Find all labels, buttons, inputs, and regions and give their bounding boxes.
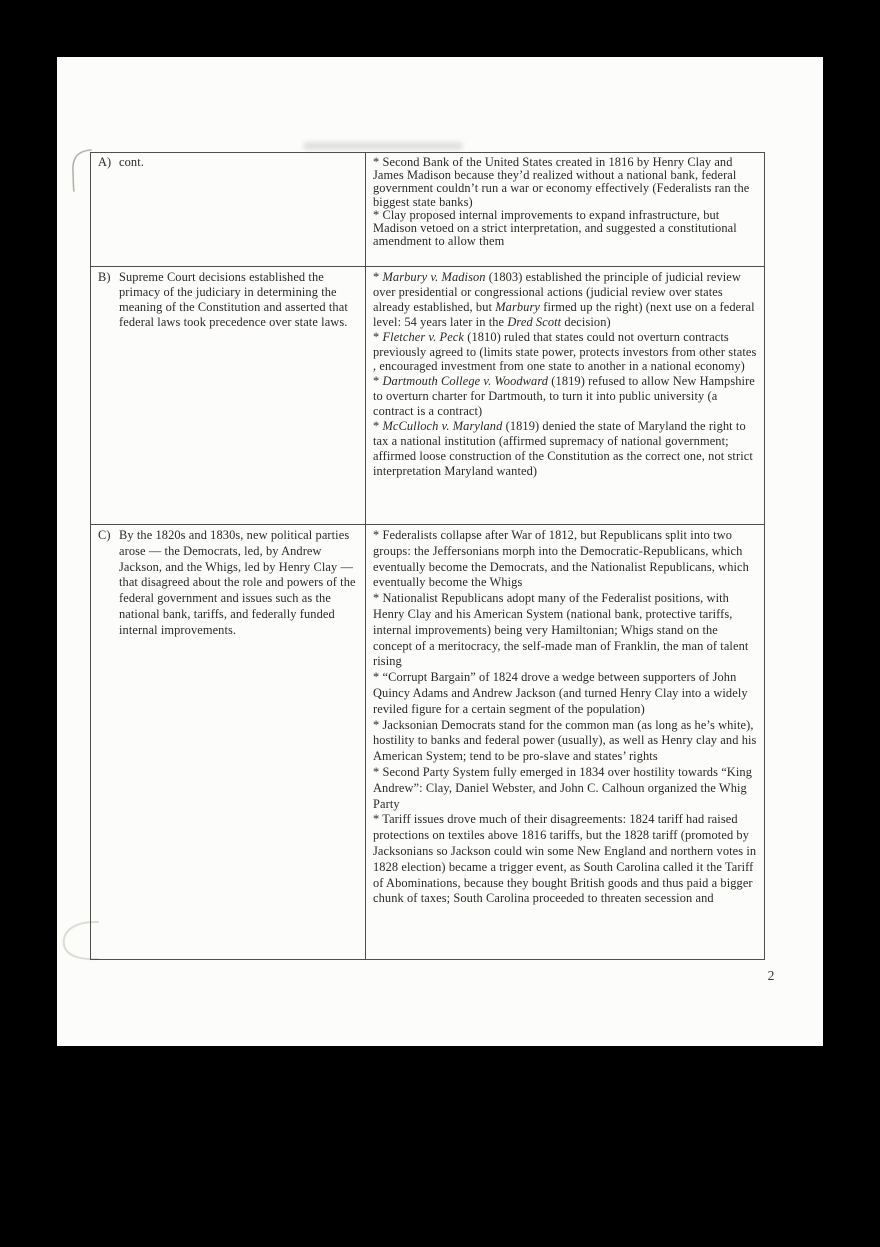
row-label: C) xyxy=(98,528,111,542)
bullet-item: * Second Party System fully emerged in 1834 over hostility towards “King Andrew”: Clay, Daniel Webster, and John C. Calhoun organized the Whig Party xyxy=(373,764,752,811)
bullet-item: * Federalists collapse after War of 1812, but Republicans split into two groups: the Jeffersonians morph into the Democratic-Republicans, which eventually become the Democrats, and the Nationalist Republicans, which eventually become the Whigs xyxy=(373,528,749,590)
bullet-item: * Clay proposed internal improvements to expand infrastructure, but Madison vetoed on a strict interpretation, and suggested a constitutional amendment to allow them xyxy=(373,207,737,249)
summary-text: cont. xyxy=(119,155,144,169)
table-row xyxy=(91,266,764,524)
details-cell xyxy=(365,525,764,959)
table-row xyxy=(91,153,764,266)
bullet-item: * Tariff issues drove much of their disagreements: 1824 tariff had raised protections on textiles above 1816 tariffs, but the 1828 tariff (promoted by Jacksonians so Jackson could win some New England and northern votes in 1828 election) became a trigger event, as South Carolina called it the Tariff of Abominations, because they bought British goods and thus paid a bigger chunk of taxes; South Carolina proceeded to threaten secession and xyxy=(373,812,757,906)
row-label: A) xyxy=(98,155,112,169)
bullet-item: * Nationalist Republicans adopt many of the Federalist positions, with Henry Clay and his American System (national bank, protective tariffs, internal improvements) being very Hamiltonian; Whigs stand on the concept of a meritocracy, the self-made man of Franklin, the man of talent rising xyxy=(373,591,749,669)
bullet-item: * Dartmouth College v. Woodward (1819) refused to allow New Hampshire to overturn charter for Dartmouth, to turn it into public university (a contract is a contract) xyxy=(373,374,755,419)
details-cell xyxy=(365,267,764,524)
page-number: 2 xyxy=(767,968,775,983)
bullet-item: * Jacksonian Democrats stand for the common man (as long as he’s white), hostility to banks and federal power (usually), as well as Henry clay and his American System; tend to be pro-slave and states’ rights xyxy=(373,717,757,764)
scan-smudge-artifact xyxy=(303,142,463,150)
notes-table xyxy=(90,152,765,960)
table-row xyxy=(91,524,764,959)
summary-text: Supreme Court decisions established the primacy of the judiciary in determining the meaning of the Constitution and asserted that federal laws took precedence over state laws. xyxy=(119,270,348,329)
bullet-item: * Fletcher v. Peck (1810) ruled that states could not overturn contracts previously agreed to (limits state power, protects investors from other states , encouraged investment from one state to another in a national economy) xyxy=(373,329,757,374)
bullet-item: * Second Bank of the United States created in 1816 by Henry Clay and James Madison because they’d realized without a national bank, federal government couldn’t run a war or economy effectively (Federalists ran the biggest state banks) xyxy=(373,155,750,209)
summary-cell xyxy=(91,153,365,266)
summary-text: By the 1820s and 1830s, new political parties arose — the Democrats, led, by Andrew Jackson, and the Whigs, led by Henry Clay — that disagreed about the role and powers of the federal government and issues such as the national bank, tariffs, and federally funded internal improvements. xyxy=(119,528,356,637)
summary-cell xyxy=(91,525,365,959)
scanned-notes-page xyxy=(57,57,823,1046)
row-label: B) xyxy=(98,270,111,284)
details-cell xyxy=(365,153,764,266)
summary-cell xyxy=(91,267,365,524)
bullet-item: * Marbury v. Madison (1803) established the principle of judicial review over presidential or congressional actions (judicial review over states already established, but Marbury firmed up the right) (next use on a federal level: 54 years later in the Dred Scott decision) xyxy=(373,270,755,329)
bullet-item: * McCulloch v. Maryland (1819) denied the state of Maryland the right to tax a national institution (affirmed supremacy of national government; affirmed loose construction of the Constitution as the correct one, not strict interpretation Maryland wanted) xyxy=(373,419,753,478)
bullet-item: * “Corrupt Bargain” of 1824 drove a wedge between supporters of John Quincy Adams and Andrew Jackson (and turned Henry Clay into a widely reviled figure for a certain segment of the population) xyxy=(373,670,748,716)
